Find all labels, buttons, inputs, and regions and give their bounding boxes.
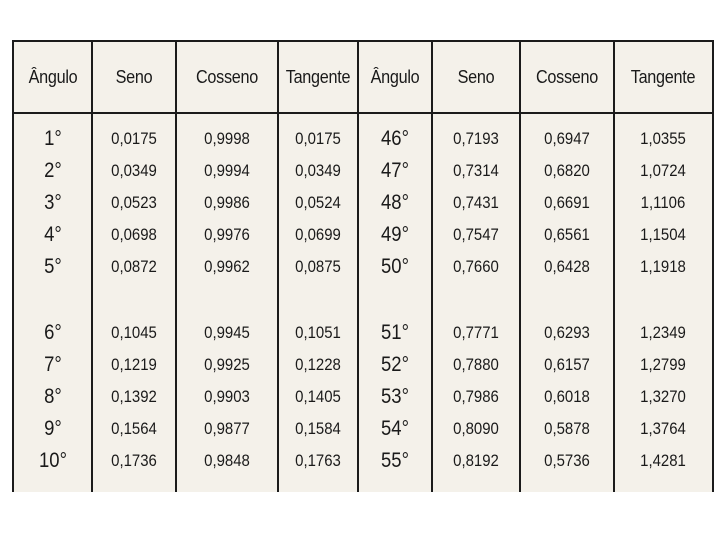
- cell-angle: 1°: [44, 127, 62, 150]
- cell-cosine: 0,9998: [204, 129, 250, 148]
- cell-sine: 0,1392: [111, 387, 157, 406]
- cell-sine: 0,1219: [111, 355, 157, 374]
- column-header-angle: Ângulo: [28, 66, 78, 87]
- cell-tangent: 0,0875: [295, 257, 341, 276]
- cell-tangent: 1,0355: [640, 129, 686, 148]
- cell-sine: 0,1045: [111, 323, 157, 342]
- cell-sine: 0,0349: [111, 161, 157, 180]
- column-header-cosine: Cosseno: [195, 66, 259, 87]
- cell-tangent: 1,1106: [640, 193, 686, 212]
- cell-tangent: 0,1763: [295, 451, 341, 470]
- column-header-sine: Seno: [115, 66, 153, 87]
- column-divider: [431, 42, 433, 492]
- cell-sine: 0,7314: [453, 161, 499, 180]
- cell-sine: 0,7880: [453, 355, 499, 374]
- cell-angle: 47°: [381, 159, 409, 182]
- cell-angle: 52°: [381, 353, 409, 376]
- column-header-tangent: Tangente: [630, 66, 696, 87]
- cell-tangent: 0,0524: [295, 193, 341, 212]
- cell-angle: 7°: [44, 353, 62, 376]
- cell-angle: 53°: [381, 385, 409, 408]
- cell-cosine: 0,9877: [204, 419, 250, 438]
- cell-tangent: 1,1504: [640, 225, 686, 244]
- cell-tangent: 1,3270: [640, 387, 686, 406]
- cell-tangent: 1,1918: [640, 257, 686, 276]
- column-divider: [175, 42, 177, 492]
- cell-tangent: 0,0349: [295, 161, 341, 180]
- cell-cosine: 0,9925: [204, 355, 250, 374]
- cell-cosine: 0,6293: [544, 323, 590, 342]
- cell-angle: 50°: [381, 255, 409, 278]
- column-divider: [613, 42, 615, 492]
- cell-cosine: 0,6561: [544, 225, 590, 244]
- cell-sine: 0,7547: [453, 225, 499, 244]
- cell-cosine: 0,6018: [544, 387, 590, 406]
- cell-angle: 3°: [44, 191, 62, 214]
- cell-sine: 0,7660: [453, 257, 499, 276]
- column-divider: [91, 42, 93, 492]
- cell-cosine: 0,9945: [204, 323, 250, 342]
- column-header-cosine: Cosseno: [535, 66, 599, 87]
- cell-angle: 2°: [44, 159, 62, 182]
- cell-tangent: 0,0699: [295, 225, 341, 244]
- cell-angle: 46°: [381, 127, 409, 150]
- cell-angle: 49°: [381, 223, 409, 246]
- header-divider: [14, 112, 712, 114]
- cell-sine: 0,0698: [111, 225, 157, 244]
- cell-sine: 0,8090: [453, 419, 499, 438]
- cell-tangent: 0,1405: [295, 387, 341, 406]
- cell-angle: 9°: [44, 417, 62, 440]
- cell-cosine: 0,9848: [204, 451, 250, 470]
- cell-angle: 55°: [381, 449, 409, 472]
- cell-angle: 51°: [381, 321, 409, 344]
- cell-sine: 0,1736: [111, 451, 157, 470]
- column-divider: [277, 42, 279, 492]
- cell-cosine: 0,9976: [204, 225, 250, 244]
- cell-cosine: 0,6947: [544, 129, 590, 148]
- cell-tangent: 1,3764: [640, 419, 686, 438]
- cell-cosine: 0,9903: [204, 387, 250, 406]
- trig-table-sheet: [12, 40, 714, 492]
- cell-sine: 0,7193: [453, 129, 499, 148]
- column-header-tangent: Tangente: [285, 66, 351, 87]
- cell-cosine: 0,6691: [544, 193, 590, 212]
- cell-tangent: 0,1228: [295, 355, 341, 374]
- cell-tangent: 0,1584: [295, 419, 341, 438]
- cell-tangent: 1,0724: [640, 161, 686, 180]
- cell-angle: 48°: [381, 191, 409, 214]
- cell-sine: 0,1564: [111, 419, 157, 438]
- cell-sine: 0,8192: [453, 451, 499, 470]
- cell-cosine: 0,9994: [204, 161, 250, 180]
- cell-cosine: 0,6428: [544, 257, 590, 276]
- cell-cosine: 0,5736: [544, 451, 590, 470]
- cell-cosine: 0,5878: [544, 419, 590, 438]
- cell-sine: 0,0872: [111, 257, 157, 276]
- cell-sine: 0,7771: [453, 323, 499, 342]
- cell-tangent: 1,2349: [640, 323, 686, 342]
- cell-angle: 54°: [381, 417, 409, 440]
- cell-cosine: 0,6820: [544, 161, 590, 180]
- cell-sine: 0,7986: [453, 387, 499, 406]
- cell-tangent: 1,2799: [640, 355, 686, 374]
- cell-angle: 5°: [44, 255, 62, 278]
- column-header-angle: Ângulo: [370, 66, 420, 87]
- trig-table: [12, 40, 714, 492]
- cell-tangent: 0,1051: [295, 323, 341, 342]
- cell-cosine: 0,6157: [544, 355, 590, 374]
- cell-sine: 0,7431: [453, 193, 499, 212]
- cell-angle: 6°: [44, 321, 62, 344]
- cell-tangent: 0,0175: [295, 129, 341, 148]
- cell-sine: 0,0523: [111, 193, 157, 212]
- cell-angle: 4°: [44, 223, 62, 246]
- cell-cosine: 0,9962: [204, 257, 250, 276]
- cell-angle: 10°: [39, 449, 67, 472]
- column-divider: [357, 42, 359, 492]
- cell-cosine: 0,9986: [204, 193, 250, 212]
- column-divider: [519, 42, 521, 492]
- cell-tangent: 1,4281: [640, 451, 686, 470]
- cell-sine: 0,0175: [111, 129, 157, 148]
- column-header-sine: Seno: [457, 66, 495, 87]
- cell-angle: 8°: [44, 385, 62, 408]
